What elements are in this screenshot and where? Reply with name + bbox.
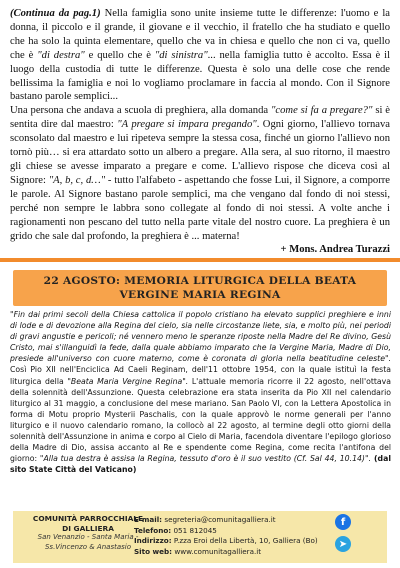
heading-line-2: VERGINE MARIA REGINA: [119, 289, 281, 301]
email-link[interactable]: segreteria@comunitagalliera.it: [162, 515, 276, 524]
opening-quote: "Fin dai primi secoli della Chiesa cattolica il popolo cristiano ha elevato supplici preghiere e inni di lode e di devozione alla Regina del cielo, sia nelle circostanze liete, sia, e molto più, nei periodi di gravi angustie e pericoli; né vennero meno le speranze riposte nella Madre del Re divino, Gesù Cristo, mai s'illanguidì la fede, dalla quale abbiamo imparato che la Vergine Maria, Madre di Dio, presiede all'universo con cuore materno, come è coronata di gloria nella beatitudine celeste".: [10, 310, 391, 364]
footer: [13, 511, 387, 563]
heading-line-1: 22 AGOSTO: MEMORIA LITURGICA DELLA BEATA: [43, 275, 357, 287]
section-divider: [0, 258, 400, 262]
address: P.zza Eroi della Libertà, 10, Galliera (Bo): [171, 536, 318, 546]
phone-row: Telefono: 051 812045: [134, 525, 217, 535]
source-credit: (dal sito State Città del Vaticano): [10, 454, 391, 475]
address-row: Indirizzo: P.zza Eroi della Libertà, 10, Galliera (Bo): [134, 536, 318, 546]
website-link[interactable]: www.comunitagalliera.it: [172, 546, 262, 556]
section-heading-banner: [13, 270, 387, 306]
contact-info: [134, 515, 318, 557]
facebook-icon[interactable]: f: [335, 514, 351, 530]
org-name-line-1: COMUNITÀ PARROCCHIALE: [32, 514, 144, 523]
email-row: E-mail: segreteria@comunitagalliera.it: [134, 515, 276, 524]
paragraph-2: Una persona che andava a scuola di preghiera, alla domanda "come si fa a pregare?" si è sentita dire dal maestro: "A pregare si impara pregando". Ogni giorno, l'allievo tornava sconsolato dal maestro e lui ripeteva sempre la stessa cosa, finché un giorno l'allievo non tornò più… si era attardato sotto un albero a pregare. Alla sera, al suo ritorno, il maestro gli chiese se avesse imparato a pregare e come. L'allievo rispose che diceva così al Signore: "A, b, c, d…" - tutto l'alfabeto - aspettando che fosse Lui, il Signore, a comporre le parole. Al Signore bastano parole semplici, ma che vengano dal fondo di noi stessi, perché non sempre le labbra sono collegate al fondo di noi stessi. A volte anche i ragionamenti non pescano del tutto nella parte vitale del nostro cuore. La preghiera è un grido che sale dal profondo, la preghiera è ... materna!: [10, 105, 390, 242]
telegram-icon[interactable]: ➤: [335, 536, 351, 552]
website-row: Sito web: www.comunitagalliera.it: [134, 546, 262, 556]
org-name-line-2: DI GALLIERA: [62, 523, 114, 533]
parish-names-line-2: Ss.Vincenzo & Anastasio: [44, 542, 131, 551]
phone-number[interactable]: 051 812045: [171, 525, 217, 535]
social-links: [331, 514, 355, 558]
continued-note: (Continua da pag.1): [10, 8, 101, 19]
paragraph-1: (Continua da pag.1) Nella famiglia sono unite insieme tutte le differenze: l'uomo e la donna, il piccolo e il grande, il giovane e il vecchio, il fratello che ha studiato e quello che ha solo la quinta elementare, quello che va in chiesa e quello che non ci va, quello che è "di destra" e quello che è "di sinistra"... nella famiglia tutto è accolto. Essa è il luogo della custodia di tutte le differenze. Questa è solo una delle cose che rende bellissima la famiglia e noi lo vogliamo proclamare in faccia al mondo. Con il Signore bastano parole semplici...: [10, 8, 391, 103]
article-text: [10, 7, 390, 257]
author-signature: + Mons. Andrea Turazzi: [280, 244, 390, 256]
parish-names-line-1: San Venanzio - Santa Maria -: [37, 533, 139, 541]
parish-info: [25, 514, 151, 552]
memorial-text: "Fin dai primi secoli della Chiesa cattolica il popolo cristiano ha elevato supplici preghiere e inni di lode e di devozione alla Regina del cielo, sia nelle circostanze liete, sia, e molto più, nei periodi di gravi angustie e pericoli; né vennero meno le speranze riposte nella Madre del Re divino, Gesù Cristo, mai s'illanguidì la fede, dalla quale abbiamo imparato che la Vergine Maria, Madre di Dio, presiede all'universo con cuore materno, come è coronata di gloria nella beatitudine celeste". Così Pio XII nell'Enciclica Ad Caeli Reginam, dell'11 ottobre 1954, con la quale istituì la festa liturgica della "Beata Maria Vergine Regina". L'attuale memoria ricorre il 22 agosto, nell'ottava della solennità dell'Assunzione. Questa celebrazione era stata inserita da Pio XII nel calendario liturgico al 31 maggio, a conclusione del mese mariano. San Paolo VI, con la Lettera Apostolica in forma di Motu proprio Mysterii Paschalis, con la quale approvò le norme generali per l'anno liturgico e il nuovo calendario romano, la collocò al 22 agosto, al termine degli otto giorni della solennità dell'Assunzione in anima e corpo al Cielo di Maria, facendola diventare l'epilogo glorioso della Madre di Dio, assisa accanto al Re e spendente come Regina, come recita l'antifona del giorno: "Alla tua destra è assisa la Regina, tessuto d'oro è il suo vestito (Cf. Sal 44, 10.14)". (dal sito State Città del Vaticano): [10, 310, 391, 475]
